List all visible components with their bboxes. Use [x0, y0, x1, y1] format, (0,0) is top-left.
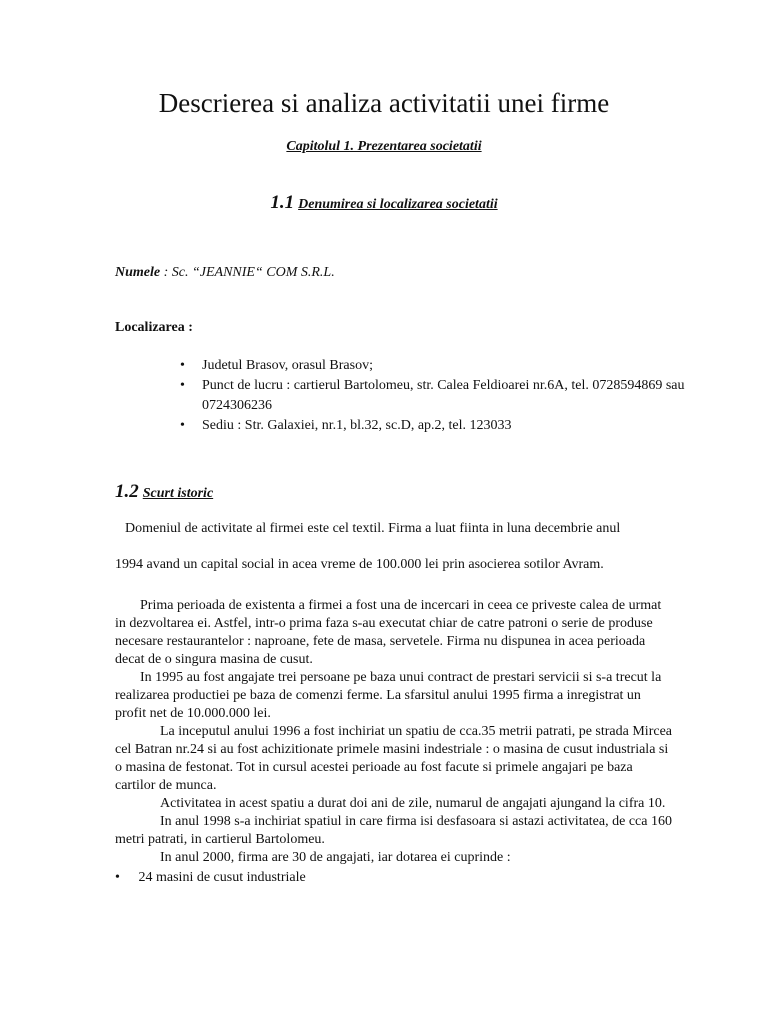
location-list	[180, 356, 700, 436]
bullet-icon: •	[180, 418, 185, 433]
section-1-2-heading	[115, 481, 213, 503]
location-label: Localizarea :	[115, 320, 193, 335]
equipment-item-text: 24 masini de cusut industriale	[138, 870, 306, 885]
company-name-line	[115, 265, 335, 281]
bullet-icon: •	[180, 378, 185, 393]
section-title: Scurt istoric	[142, 486, 214, 501]
location-item-text: Sediu : Str. Galaxiei, nr.1, bl.32, sc.D, ap.2, tel. 123033	[202, 418, 512, 433]
paragraph: In 1995 au fost angajate trei persoane pe baza unui contract de prestari servicii si s-a trecut la realizarea productiei pe baza de comenzi ferme. La sfarsitul anului 1995 firma a inregistrat un profit net de 10.000.000 lei.	[115, 670, 662, 721]
list-item	[180, 376, 700, 416]
location-item-text: Punct de lucru : cartierul Bartolomeu, str. Calea Feldioarei nr.6A, tel. 0728594869 sau 0724306236	[202, 378, 685, 413]
paragraph: Prima perioada de existenta a firmei a fost una de incercari in ceea ce priveste calea de urmat in dezvoltarea ei. Astfel, intr-o prima faza s-au executat chiar de catre patroni o serie de produse necesare restaurantelor : naproane, fete de masa, servetele. Firma nu dispunea in acea perioada decat de o singura masina de cusut.	[115, 598, 662, 667]
name-value: : Sc. “JEANNIE“ COM S.R.L.	[160, 265, 335, 280]
section-1-1-heading	[0, 192, 768, 214]
location-item-text: Judetul Brasov, orasul Brasov;	[202, 358, 373, 373]
history-text: Domeniul de activitate al firmei este cel textil. Firma a luat fiinta in luna decembrie anul	[125, 521, 621, 536]
name-label: Numele	[115, 265, 161, 280]
chapter-heading: Capitolul 1. Prezentarea societatii	[286, 139, 482, 154]
list-item	[180, 356, 700, 376]
paragraph: Activitatea in acest spatiu a durat doi ani de zile, numarul de angajati ajungand la cifra 10.	[160, 796, 666, 811]
list-item	[180, 416, 700, 436]
section-number: 1.2	[115, 481, 139, 502]
paragraph: In anul 2000, firma are 30 de angajati, iar dotarea ei cuprinde :	[160, 850, 511, 865]
paragraph: In anul 1998 s-a inchiriat spatiul in care firma isi desfasoara si astazi activitatea, de cca 160 metri patrati, in cartierul Bartolomeu.	[115, 814, 672, 847]
bullet-icon: •	[115, 870, 120, 885]
document-title: Descrierea si analiza activitatii unei firme	[158, 88, 610, 118]
paragraph: La inceputul anului 1996 a fost inchiriat un spatiu de cca.35 metrii patrati, pe strada Mircea cel Batran nr.24 si au fost achizitionate primele masini indestriale : o masina de cusut industriala si o masina de festonat. Tot in cursul acestei perioade au fost facute si primele angajari pe baza cartilor de munca.	[115, 724, 672, 793]
bullet-icon: •	[180, 358, 185, 373]
history-body	[115, 597, 675, 887]
list-item	[115, 869, 675, 887]
history-line-2: 1994 avand un capital social in acea vreme de 100.000 lei prin asocierea sotilor Avram.	[115, 557, 604, 572]
section-number: 1.1	[270, 192, 295, 213]
section-title: Denumirea si localizarea societatii	[298, 197, 498, 212]
history-line-1	[115, 520, 620, 538]
